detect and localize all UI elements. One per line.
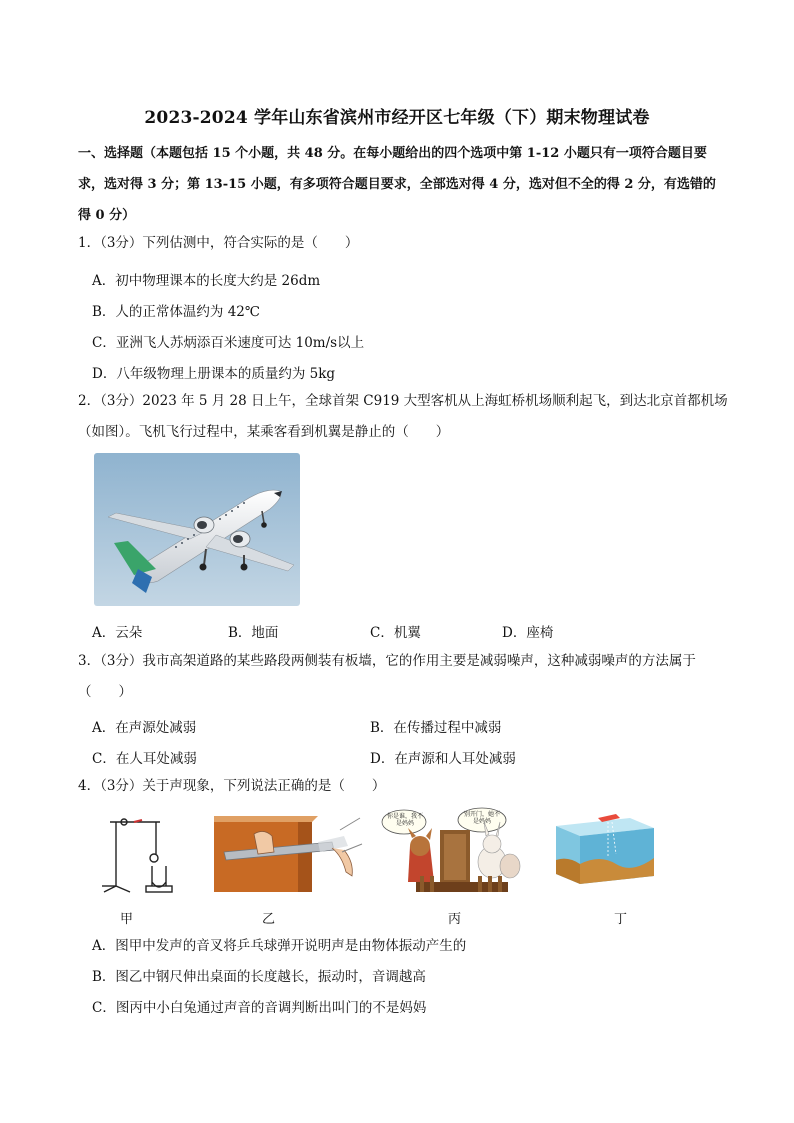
caption-bing: 丙 [448,912,462,927]
q2-stem-text: 2．（3分）2023 年 5 月 28 日上午，全球首架 C919 大型客机从上海虹桥机场顺利起飞，到达北京首都机场（如图）。飞机飞行过程中，某乘客看到机翼是静止的（ ） [78,393,728,440]
figure-yi-steel-ruler [214,812,364,892]
q1-option-d: D．八年级物理上册课本的质量约为 5kg [92,366,336,382]
q2-option-a: A．云朵 [92,625,143,641]
figure-jia-tuning-fork [94,812,180,898]
question-2-stem [78,386,728,448]
q4-option-a: A．图甲中发声的音叉将乒乓球弹开说明声是由物体振动产生的 [92,938,467,954]
figure-ding-sonar [550,806,660,890]
c919-airplane-image [94,453,300,606]
cartoon-bubble-right-text: 别开门，她不是妈妈 [463,811,500,825]
caption-yi: 乙 [262,912,276,927]
exam-title: 2023-2024 学年山东省滨州市经开区七年级（下）期末物理试卷 [144,108,650,128]
question-3-stem: 3．（3分）我市高架道路的某些路段两侧装有板墙，它的作用主要是减弱噪声，这种减弱噪声的方法属于（ ） [78,653,696,700]
q2-option-b: B．地面 [228,625,279,641]
q3-option-a: A．在声源处减弱 [92,720,197,736]
q3-option-b: B．在传播过程中减弱 [370,720,502,736]
question-1-stem: 1．（3分）下列估测中，符合实际的是（ ） [78,235,359,251]
q2-option-d: D．座椅 [502,625,554,641]
figure-bing-cartoon [380,806,530,896]
caption-jia: 甲 [120,912,134,927]
q3-option-d: D．在声源和人耳处减弱 [370,751,516,767]
section-heading: 一、选择题（本题包括 15 个小题，共 48 分。在每小题给出的四个选项中第 1-12 小题只有一项符合题目要求，选对得 3 分；第 13-15 小题，有多项符合题目要求，全部选对得 4 分，选对但不全的得 2 分，有选错的得 0 分） [78,146,716,223]
q4-option-b: B．图乙中钢尺伸出桌面的长度越长，振动时，音调越高 [92,969,426,985]
cartoon-bubble-left-text: 你是谁，我不是妈妈 [386,813,423,827]
q4-option-c: C．图丙中小白兔通过声音的音调判断出叫门的不是妈妈 [92,1000,427,1016]
q2-option-c: C．机翼 [370,625,421,641]
q1-option-a: A．初中物理课本的长度大约是 26dm [92,273,321,289]
question-4-stem: 4．（3分）关于声现象，下列说法正确的是（ ） [78,778,386,794]
q1-option-c: C．亚洲飞人苏炳添百米速度可达 10m/s以上 [92,335,365,351]
q1-option-b: B．人的正常体温约为 42℃ [92,304,260,320]
caption-ding: 丁 [614,912,628,927]
q3-option-c: C．在人耳处减弱 [92,751,197,767]
